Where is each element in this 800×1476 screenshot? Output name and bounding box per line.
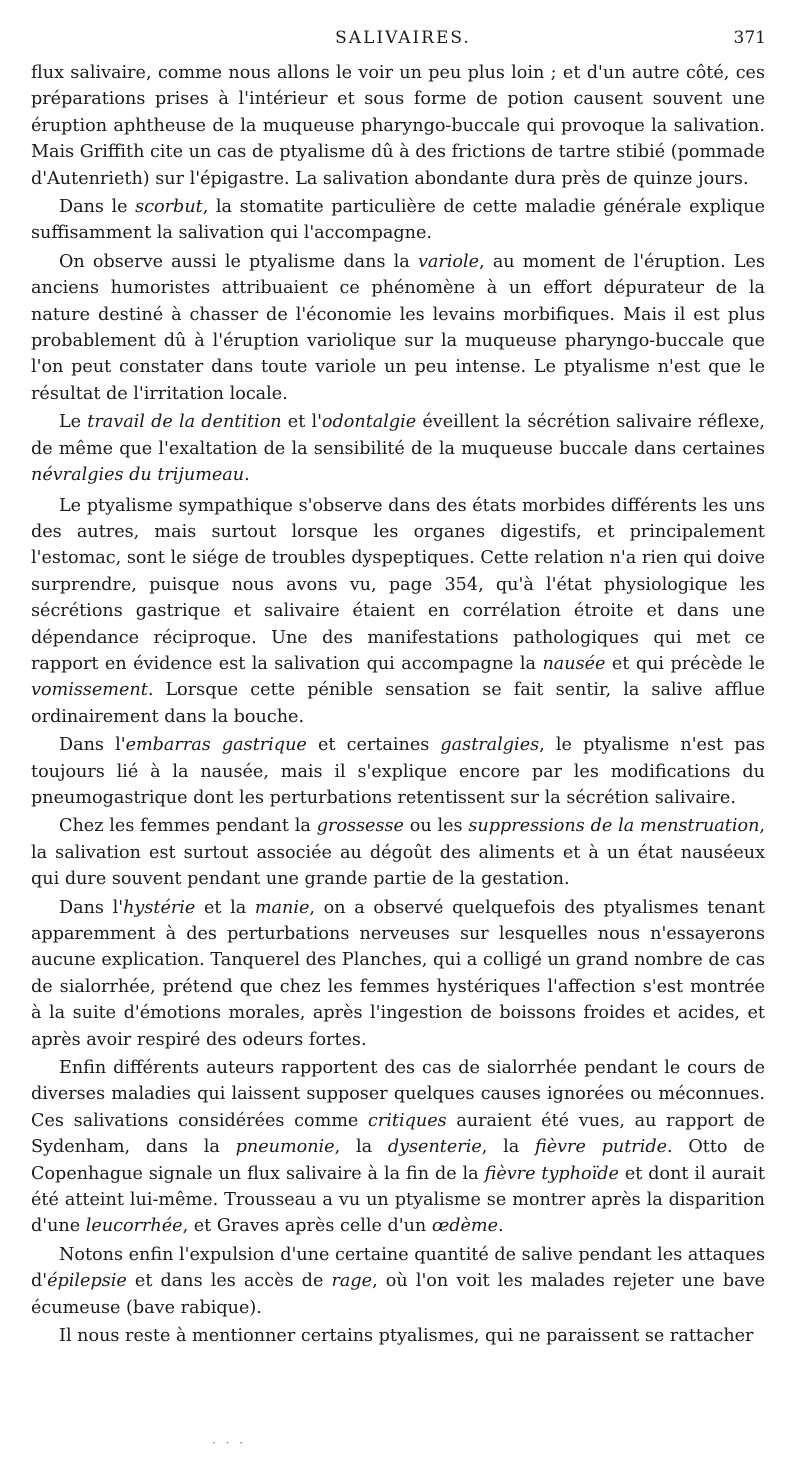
paragraph-text: Notons enfin l'expulsion d'une certaine quantité de salive pendant les attaques d' xyxy=(31,1244,765,1292)
italic-term: épilepsie xyxy=(47,1271,127,1292)
italic-term: dysenterie xyxy=(387,1137,482,1158)
paragraph-text: ou les xyxy=(403,816,469,837)
paragraph-text: et la xyxy=(195,897,255,918)
paragraph-scorbut xyxy=(31,194,765,247)
italic-term: gastralgies xyxy=(440,735,540,756)
paragraph-text: Il nous reste à mentionner certains ptyalismes, qui ne paraissent se rattacher xyxy=(59,1326,754,1347)
paragraph-text: et dans les accès de xyxy=(126,1271,332,1292)
paragraph-text: , la xyxy=(334,1137,388,1158)
paragraph-epilepsie xyxy=(31,1242,765,1321)
paragraph-text: et l' xyxy=(281,412,322,433)
italic-term: névralgies du trijumeau xyxy=(31,465,245,486)
italic-term: pneumonie xyxy=(235,1137,335,1158)
paragraph-text: . Lorsque cette pénible sensation se fait sentir, la salive afflue ordinairement dans la bouche. xyxy=(31,680,765,727)
paragraph-text: et certaines xyxy=(306,735,441,756)
body-text xyxy=(31,60,765,1350)
paragraph-embarras-gastrique xyxy=(31,732,765,811)
paragraph-text: Chez les femmes pendant la xyxy=(59,816,317,837)
paragraph-text: . xyxy=(244,465,250,486)
paragraph-sympathique xyxy=(31,493,765,731)
italic-term: nausée xyxy=(542,653,606,674)
paragraph-text: auraient été vues, au rapport de Sydenham, dans la xyxy=(31,1110,766,1158)
paragraph-text: flux salivaire, comme nous allons le voir un peu plus loin ; et d'un autre côté, ces préparations prises à l'intérieur et sous forme de potion causent souvent une éruption aphtheuse de la muqueuse pharyngo-buccale qui provoque la salivation. Mais Griffith cite un cas de ptyalisme dû à des frictions de tartre stibié (pommade d'Autenrieth) sur l'épigastre. La salivation abondante dura près de quinze jours. xyxy=(31,63,765,189)
paragraph-text: , la xyxy=(481,1137,535,1158)
italic-term: suppressions de la menstruation xyxy=(468,816,760,837)
paragraph-text: éveillent la sécrétion salivaire réflexe, de même que l'exaltation de la sensibilité de la muqueuse buccale dans certaines xyxy=(31,412,765,459)
paragraph-text: et dont il aurait été atteint lui-même. Trousseau a vu un ptyalisme se montrer après la disparition d'une xyxy=(31,1163,765,1237)
paragraph-continuation xyxy=(31,60,765,192)
paragraph-text: , où l'on voit les malades rejeter une bave écumeuse (bave rabique). xyxy=(31,1271,765,1318)
paragraph-text: et qui précède le xyxy=(605,653,765,674)
print-mark: · · · xyxy=(212,1436,247,1450)
paragraph-dentition xyxy=(31,409,765,488)
italic-term: scorbut xyxy=(135,197,203,218)
paragraph-text: , la stomatite particulière de cette maladie générale explique suffisamment la salivation qui l'accompagne. xyxy=(31,197,765,244)
paragraph-text: , et Graves après celle d'un xyxy=(182,1216,432,1237)
paragraph-text: On observe aussi le ptyalisme dans la xyxy=(59,251,418,272)
italic-term: œdème xyxy=(431,1216,499,1237)
running-head xyxy=(28,28,778,56)
italic-term: leucorrhée xyxy=(85,1216,183,1237)
paragraph-text: , la salivation est surtout associée au dégoût des aliments et à un état nauséeux qui dure souvent pendant une grande partie de la gestation. xyxy=(31,816,765,890)
running-title: SALIVAIRES. xyxy=(335,28,471,48)
italic-term: fièvre putride xyxy=(534,1137,668,1158)
paragraph-text: Dans l' xyxy=(59,735,126,756)
paragraph-text: . Otto de Copenhague signale un flux salivaire à la fin de la xyxy=(31,1137,765,1184)
paragraph-text: , au moment de l'éruption. Les anciens humoristes attribuaient ce phénomène à un effort dépurateur de la nature destiné à chasser de l'économie les levains morbifiques. Mais il est plus probablement dû à l'éruption variolique sur la muqueuse pharyngo-buccale que l'on peut constater dans toute variole un peu intense. Le ptyalisme n'est que le résultat de l'irritation locale. xyxy=(31,251,765,404)
paragraph-final xyxy=(31,1323,765,1349)
italic-term: critiques xyxy=(368,1110,447,1131)
italic-term: hystérie xyxy=(123,897,196,918)
paragraph-text: Le ptyalisme sympathique s'observe dans des états morbides différents les uns des autres, mais surtout lorsque les organes digestifs, et principalement l'estomac, sont le siége de troubles dyspeptiques. Cette relation n'a rien qui doive surprendre, puisque nous avons vu, page 354, qu'à l'état physiologique les sécrétions gastrique et salivaire étaient en corrélation étroite et dans une dépendance réciproque. Une des manifestations pathologiques qui met ce rapport en évidence est la salivation qui accompagne la xyxy=(31,495,765,674)
italic-term: embarras gastrique xyxy=(125,735,307,756)
page-number: 371 xyxy=(733,28,766,48)
italic-term: grossesse xyxy=(316,816,404,837)
italic-term: odontalgie xyxy=(321,412,417,433)
paragraph-variole xyxy=(31,249,765,407)
paragraph-text: . xyxy=(498,1216,504,1237)
paragraph-text: , le ptyalisme n'est pas toujours lié à la nausée, mais il s'explique encore par les modifications du pneumogastrique dont les perturbations retentissent sur la sécrétion salivaire. xyxy=(31,735,765,808)
paragraph-text: Enfin différents auteurs rapportent des cas de sialorrhée pendant le cours de diverses maladies qui laissent supposer quelques causes ignorées ou méconnues. Ces salivations considérées comme xyxy=(31,1058,765,1131)
paragraph-hysterie xyxy=(31,895,765,1053)
italic-term: rage xyxy=(331,1271,373,1292)
paragraph-grossesse xyxy=(31,813,765,892)
paragraph-text: Dans le xyxy=(59,197,136,218)
paragraph-text: Dans l' xyxy=(59,897,124,918)
paragraph-sialorrhee xyxy=(31,1055,765,1240)
italic-term: variole xyxy=(417,251,480,272)
paragraph-text: Le xyxy=(59,412,88,433)
italic-term: fièvre typhoïde xyxy=(484,1163,619,1184)
italic-term: travail de la dentition xyxy=(87,412,282,433)
italic-term: vomissement xyxy=(31,680,148,701)
italic-term: manie xyxy=(254,897,310,918)
paragraph-text: , on a observé quelquefois des ptyalismes tenant apparemment à des perturbations nerveuses sur lesquelles nous n'essayerons aucune explication. Tanquerel des Planches, qui a colligé un grand nombre de cas de sialorrhée, prétend que chez les femmes hystériques l'affection s'est montrée à la suite d'émotions morales, après l'ingestion de boissons froides et acides, et après avoir respiré des odeurs fortes. xyxy=(31,897,765,1050)
